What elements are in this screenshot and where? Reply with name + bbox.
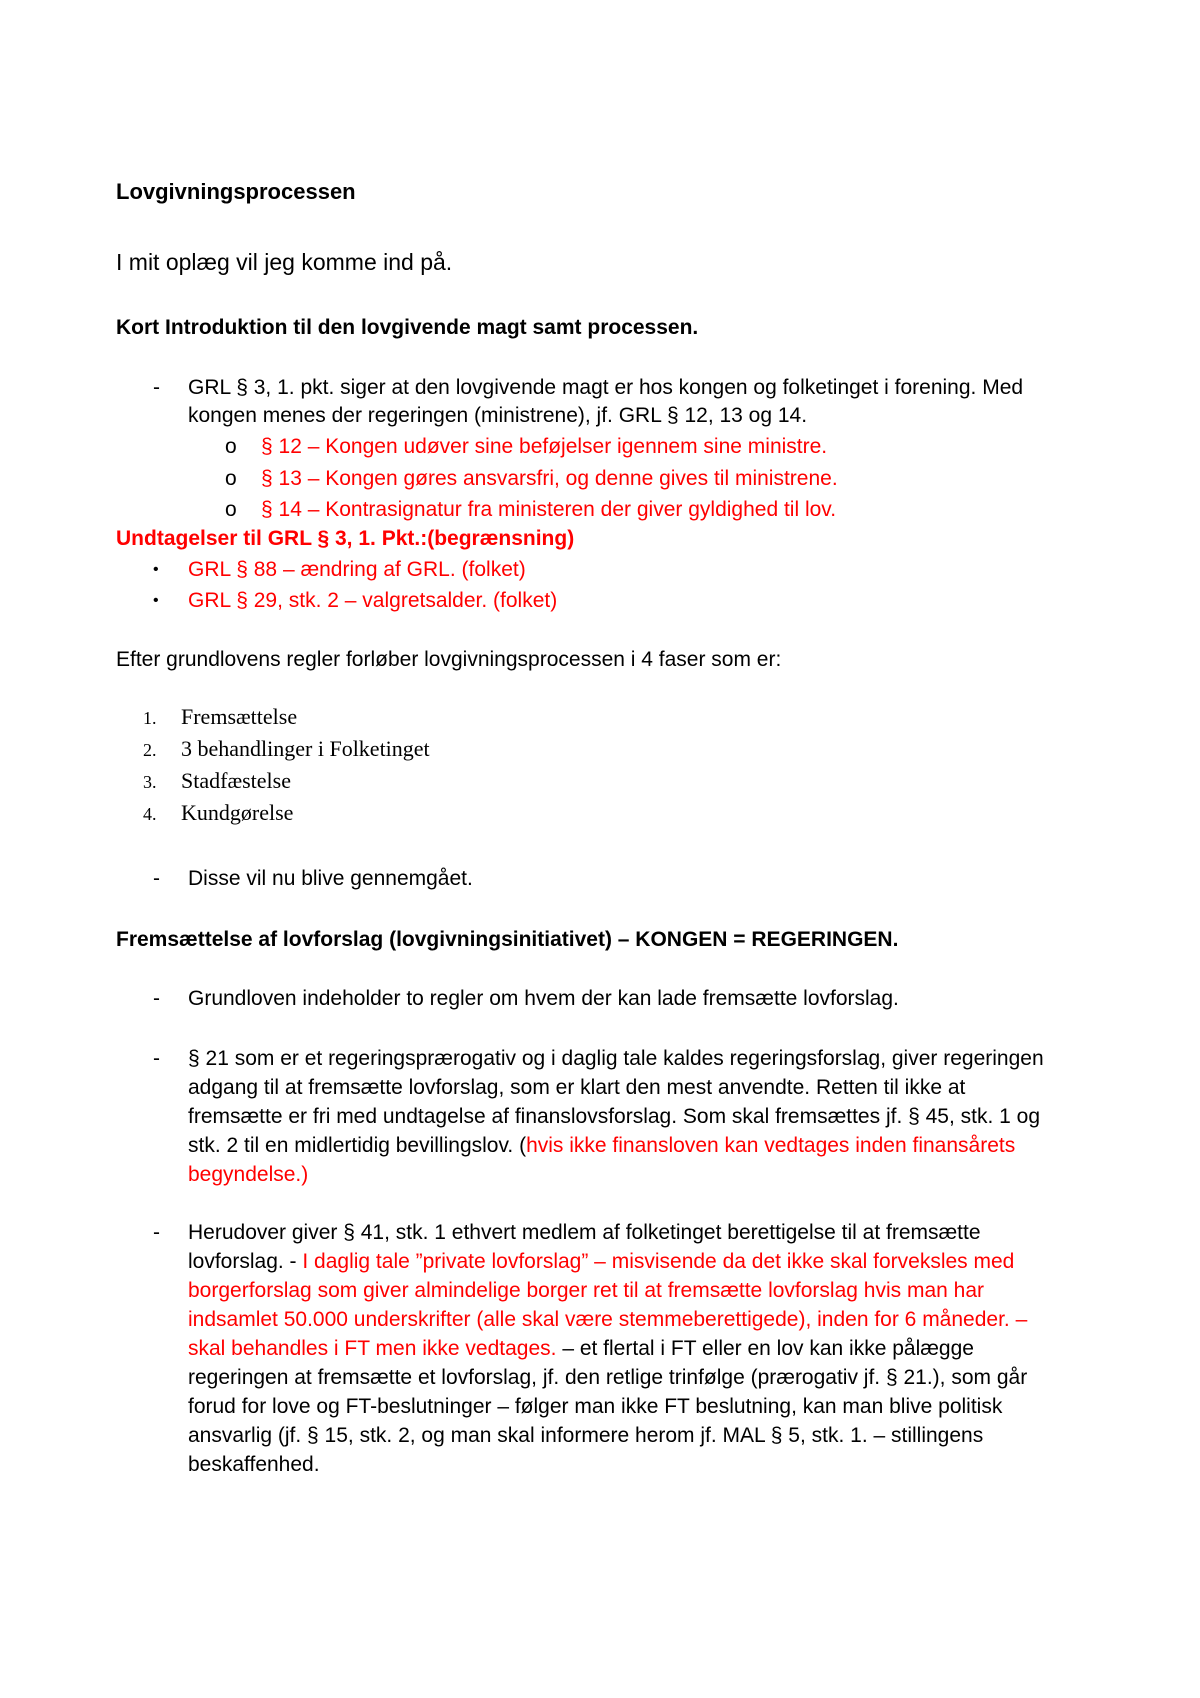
circle-bullet: o [225, 467, 237, 490]
dash-bullet: - [153, 1221, 160, 1244]
phase-item: Stadfæstelse [181, 768, 291, 793]
para2-line-4 [188, 1132, 1015, 1160]
para3-red-note: I daglig tale ”private lovforslag” – misvisende da det ikke skal forveksles med [302, 1250, 1015, 1273]
para3-line-6: regeringen at fremsætte et lovforslag, jf. den retlige trinfølge (prærogativ jf. § 21.), som går [188, 1366, 1028, 1389]
dash-bullet: - [153, 376, 160, 399]
para3-line-7: forud for love og FT-beslutninger – følger man ikke FT beslutning, kan man blive politisk [188, 1395, 1003, 1418]
phase-item: Kundgørelse [181, 800, 294, 825]
para2-line-2: adgang til at fremsætte lovforslag, som er klart den mest anvendte. Retten til ikke at [188, 1076, 966, 1099]
document-title: Lovgivningsprocessen [116, 179, 356, 204]
dash-bullet: - [153, 1047, 160, 1070]
para3-line-4: indsamlet 50.000 underskrifter (alle skal være stemmeberettigede), inden for 6 måneder. – [188, 1308, 1028, 1331]
sub-item-14: § 14 – Kontrasignatur fra ministeren der giver gyldighed til lov. [261, 498, 837, 521]
exception-item-29: GRL § 29, stk. 2 – valgretsalder. (folket) [188, 589, 558, 612]
phase-item: Fremsættelse [181, 704, 298, 729]
para3-line-8: ansvarlig (jf. § 15, stk. 2, og man skal informere herom jf. MAL § 5, stk. 1. – stillingens [188, 1424, 984, 1447]
round-bullet: • [153, 592, 159, 609]
para3-red-tail: skal behandles i FT men ikke vedtages. [188, 1337, 557, 1360]
para3-line-9: beskaffenhed. [188, 1453, 320, 1476]
circle-bullet: o [225, 435, 237, 458]
para2-line-1: § 21 som er et regeringsprærogativ og i daglig tale kaldes regeringsforslag, giver regeringen [188, 1047, 1044, 1070]
para1-text: Grundloven indeholder to regler om hvem der kan lade fremsætte lovforslag. [188, 987, 899, 1010]
para2-line-3: fremsætte er fri med undtagelse af finanslovsforslag. Som skal fremsættes jf. § 45, stk. 1 og [188, 1105, 1041, 1128]
para3-line-5-text: – et flertal i FT eller en lov kan ikke pålægge [556, 1337, 974, 1360]
phase-item: 3 behandlinger i Folketinget [181, 736, 430, 761]
dash-bullet: - [153, 867, 160, 890]
list-number: 3. [143, 772, 157, 792]
intro-heading: Kort Introduktion til den lovgivende magt samt processen. [116, 316, 699, 339]
exceptions-heading: Undtagelser til GRL § 3, 1. Pkt.:(begrænsning) [116, 527, 575, 550]
phases-intro: Efter grundlovens regler forløber lovgivningsprocessen i 4 faser som er: [116, 648, 782, 671]
para2-red-note: hvis ikke finansloven kan vedtages inden finansårets [526, 1134, 1016, 1157]
lead-paragraph: I mit oplæg vil jeg komme ind på. [116, 249, 453, 275]
list-number: 4. [143, 804, 157, 824]
para2-line-5: begyndelse.) [188, 1163, 309, 1186]
dash-bullet: - [153, 987, 160, 1010]
para3-line-3: borgerforslag som giver almindelige borger ret til at fremsætte lovforslag hvis man har [188, 1279, 985, 1302]
para3-line-5 [188, 1335, 974, 1363]
para3-line-2 [188, 1248, 1014, 1276]
review-note: Disse vil nu blive gennemgået. [188, 867, 473, 890]
list-number: 1. [143, 708, 157, 728]
grl3-line-1: GRL § 3, 1. pkt. siger at den lovgivende magt er hos kongen og folketinget i forening. Med [188, 376, 1024, 399]
list-number: 2. [143, 740, 157, 760]
section-heading: Fremsættelse af lovforslag (lovgivningsinitiativet) – KONGEN = REGERINGEN. [116, 928, 899, 951]
round-bullet: • [153, 561, 159, 578]
para3-line-1: Herudover giver § 41, stk. 1 ethvert medlem af folketinget berettigelse til at fremsætte [188, 1221, 981, 1244]
para3-line-2-text: lovforslag. - [188, 1250, 303, 1273]
grl3-line-2: kongen menes der regeringen (ministrene), jf. GRL § 12, 13 og 14. [188, 404, 808, 427]
para2-line-4-text: stk. 2 til en midlertidig bevillingslov. ( [188, 1134, 527, 1157]
exception-item-88: GRL § 88 – ændring af GRL. (folket) [188, 558, 526, 581]
sub-item-12: § 12 – Kongen udøver sine beføjelser igennem sine ministre. [261, 435, 828, 458]
sub-item-13: § 13 – Kongen gøres ansvarsfri, og denne gives til ministrene. [261, 467, 838, 490]
circle-bullet: o [225, 498, 237, 521]
